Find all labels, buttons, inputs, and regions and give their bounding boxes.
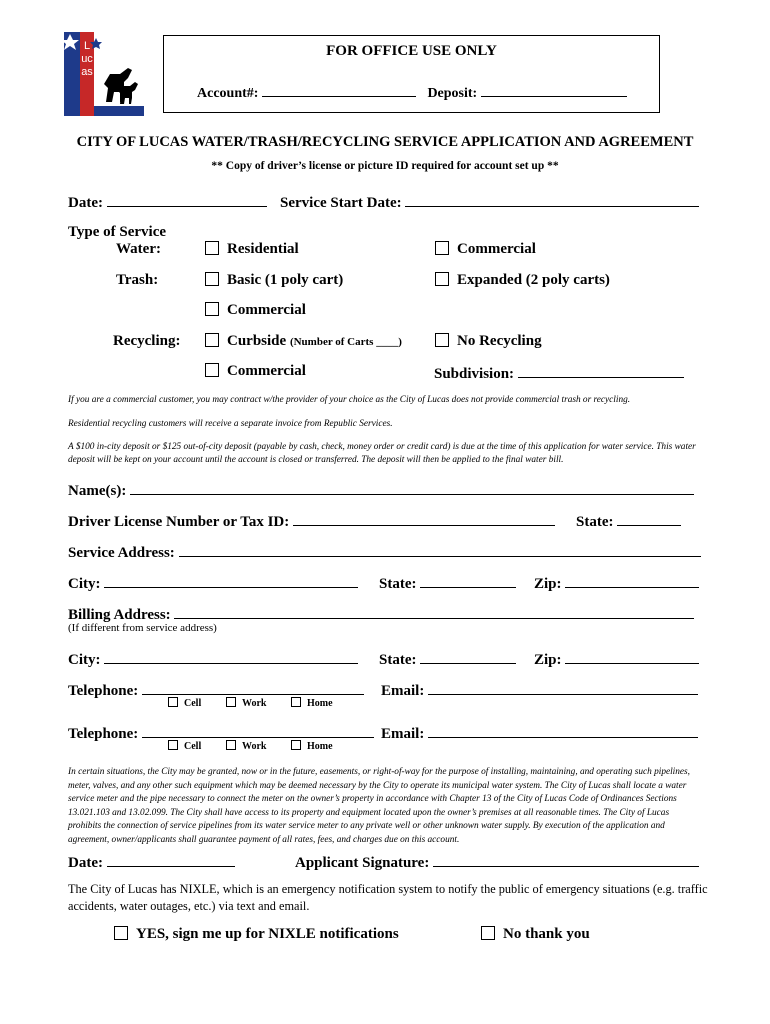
- number-of-carts-note: (Number of Carts ____): [289, 336, 402, 348]
- residential-note: Residential recycling customers will receive a separate invoice from Republic Services.: [68, 419, 393, 429]
- names-label: Name(s):: [68, 483, 127, 499]
- city-logo: [62, 30, 146, 118]
- billing-address-field[interactable]: [174, 604, 694, 619]
- service-start-field[interactable]: [405, 192, 699, 207]
- telephone-2-field[interactable]: [142, 723, 374, 738]
- type-of-service-label: Type of Service: [68, 224, 167, 240]
- water-commercial-option[interactable]: Commercial: [435, 241, 536, 258]
- checkbox[interactable]: [291, 740, 301, 750]
- billing-state-field[interactable]: [420, 649, 516, 664]
- nixle-yes-option[interactable]: YES, sign me up for NIXLE notifications: [114, 926, 399, 943]
- billing-zip-label: Zip:: [534, 652, 562, 668]
- telephone-2-label: Telephone:: [68, 726, 139, 742]
- names-field[interactable]: [130, 480, 694, 495]
- account-label: Account#:: [197, 86, 259, 101]
- checkbox[interactable]: [168, 740, 178, 750]
- service-city-label: City:: [68, 576, 101, 592]
- checkbox[interactable]: [226, 740, 236, 750]
- service-address-field[interactable]: [179, 542, 701, 557]
- deposit-note: A $100 in-city deposit or $125 out-of-city deposit (payable by cash, check, money order or credit card) is due at the time of this application for water service. This water deposit will be kept on your account until the account is closed or transferred. The deposit will then be applied to the final water bill.: [68, 442, 696, 466]
- water-label: Water:: [116, 241, 161, 257]
- checkbox[interactable]: [205, 241, 219, 255]
- email-2-field[interactable]: [428, 723, 698, 738]
- checkbox[interactable]: [226, 697, 236, 707]
- telephone-1-label: Telephone:: [68, 683, 139, 699]
- telephone-1-field[interactable]: [142, 680, 364, 695]
- checkbox[interactable]: [435, 333, 449, 347]
- date-field[interactable]: [107, 192, 267, 207]
- service-city-field[interactable]: [104, 573, 358, 588]
- checkbox[interactable]: [435, 241, 449, 255]
- service-state-label: State:: [379, 576, 417, 592]
- signature-date-field[interactable]: [107, 852, 235, 867]
- service-address-label: Service Address:: [68, 545, 175, 561]
- trash-expanded-option[interactable]: Expanded (2 poly carts): [435, 272, 610, 289]
- commercial-note: If you are a commercial customer, you may contract w/the provider of your choice as the City of Lucas does not provide commercial trash or recycling.: [68, 395, 631, 405]
- license-state-field[interactable]: [617, 511, 681, 526]
- nixle-no-option[interactable]: No thank you: [481, 926, 590, 943]
- date-label: Date:: [68, 195, 103, 211]
- account-field[interactable]: [262, 82, 416, 97]
- office-use-box: [163, 35, 660, 113]
- checkbox[interactable]: [205, 272, 219, 286]
- billing-city-label: City:: [68, 652, 101, 668]
- trash-basic-option[interactable]: Basic (1 poly cart): [205, 272, 343, 289]
- service-zip-label: Zip:: [534, 576, 562, 592]
- billing-city-field[interactable]: [104, 649, 358, 664]
- applicant-signature-label: Applicant Signature:: [295, 855, 430, 871]
- phone-2-cell-option[interactable]: Cell: [168, 740, 201, 752]
- checkbox[interactable]: [168, 697, 178, 707]
- phone-2-home-option[interactable]: Home: [291, 740, 333, 752]
- billing-address-label: Billing Address:: [68, 607, 171, 623]
- checkbox[interactable]: [291, 697, 301, 707]
- phone-1-cell-option[interactable]: Cell: [168, 697, 201, 709]
- recycling-curbside-option[interactable]: Curbside (Number of Carts ____): [205, 333, 402, 350]
- recycling-label: Recycling:: [113, 333, 181, 349]
- trash-commercial-option[interactable]: Commercial: [205, 302, 306, 319]
- phone-1-work-option[interactable]: Work: [226, 697, 266, 709]
- service-start-label: Service Start Date:: [280, 195, 402, 211]
- billing-zip-field[interactable]: [565, 649, 699, 664]
- checkbox[interactable]: [435, 272, 449, 286]
- office-title: FOR OFFICE USE ONLY: [326, 43, 497, 59]
- subdivision-label: Subdivision:: [434, 366, 515, 382]
- lucas-logo-graphic: [62, 30, 146, 118]
- subdivision-field[interactable]: [518, 363, 684, 378]
- agreement-text: In certain situations, the City may be granted, now or in the future, easements, or right-of-way for the purpose of installing, maintaining, and operating such pipelines, meter, valves, and any other such equipment which may be deemed necessary by the City to operate its municipal water system. The City of Lucas shall locate a water service meter and the pipe necessary to connect the meter on the owner’s property in accordance with Chapter 13 of the City of Lucas Code of Ordinances Sections 13.021.103 and 13.02.099. The City shall have access to its property and equipment located upon the owner’s premises at all reasonable times. The City of Lucas prohibits the connection of service pipelines from its water service meter to any private well or other unknown water supply. By execution of the application and agreement, owner/applicants shall guarantee payment of all rates, fees, and charges due on this account.: [68, 767, 690, 845]
- license-label: Driver License Number or Tax ID:: [68, 514, 290, 530]
- water-residential-option[interactable]: Residential: [205, 241, 299, 258]
- signature-date-label: Date:: [68, 855, 103, 871]
- billing-state-label: State:: [379, 652, 417, 668]
- checkbox[interactable]: [205, 363, 219, 377]
- form-title: CITY OF LUCAS WATER/TRASH/RECYCLING SERVICE APPLICATION AND AGREEMENT: [76, 134, 694, 150]
- service-zip-field[interactable]: [565, 573, 699, 588]
- id-requirement-note: ** Copy of driver’s license or picture ID required for account set up **: [211, 160, 559, 172]
- phone-1-home-option[interactable]: Home: [291, 697, 333, 709]
- checkbox[interactable]: [114, 926, 128, 940]
- service-state-field[interactable]: [420, 573, 516, 588]
- billing-address-note: (If different from service address): [68, 622, 217, 634]
- checkbox[interactable]: [205, 302, 219, 316]
- recycling-commercial-option[interactable]: Commercial: [205, 363, 306, 380]
- applicant-signature-field[interactable]: [433, 852, 699, 867]
- license-state-label: State:: [576, 514, 614, 530]
- recycling-none-option[interactable]: No Recycling: [435, 333, 542, 350]
- checkbox[interactable]: [481, 926, 495, 940]
- deposit-field[interactable]: [481, 82, 627, 97]
- email-1-field[interactable]: [428, 680, 698, 695]
- logo-text: Lucas: [81, 40, 93, 78]
- nixle-description: The City of Lucas has NIXLE, which is an emergency notification system to notify the public of emergency situations (e.g. traffic accidents, water outages, etc.) via text and email.: [68, 882, 708, 913]
- email-1-label: Email:: [381, 683, 425, 699]
- trash-label: Trash:: [116, 272, 159, 288]
- checkbox[interactable]: [205, 333, 219, 347]
- deposit-label: Deposit:: [427, 86, 478, 101]
- license-field[interactable]: [293, 511, 555, 526]
- email-2-label: Email:: [381, 726, 425, 742]
- phone-2-work-option[interactable]: Work: [226, 740, 266, 752]
